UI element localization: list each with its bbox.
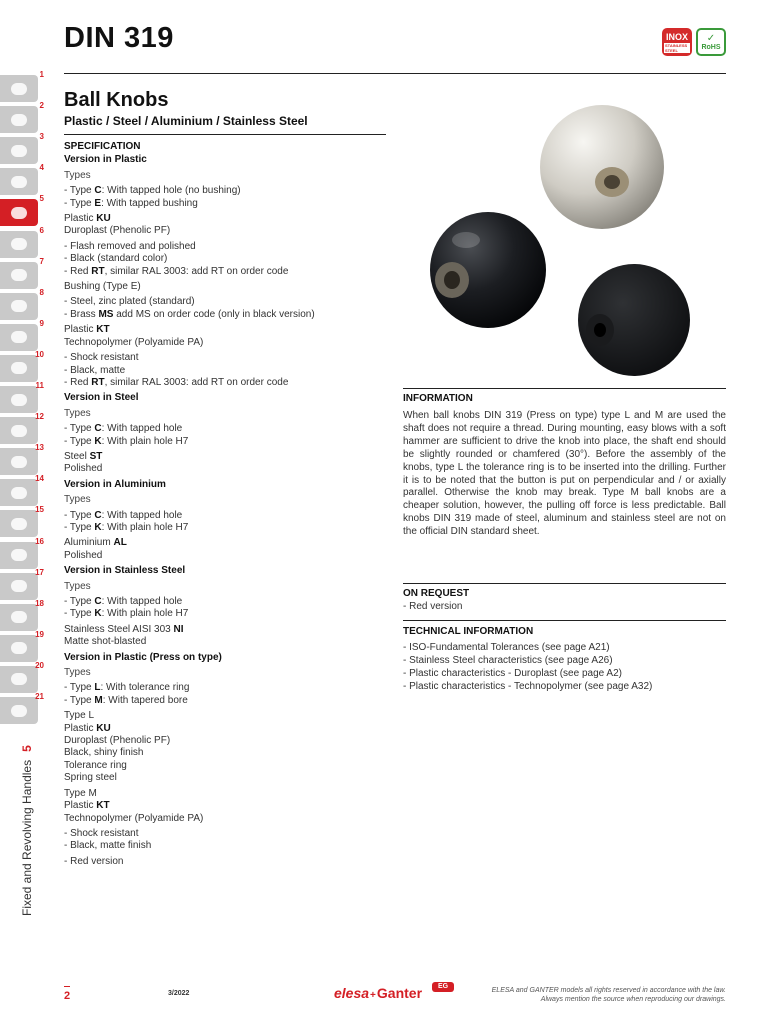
chapter-tab-number: 13 xyxy=(35,443,44,453)
information-divider xyxy=(403,388,726,389)
chapter-tab-number: 9 xyxy=(39,318,44,328)
black-glossy-knob xyxy=(430,212,546,328)
press-heading: Version in Plastic (Press on type) xyxy=(64,651,222,663)
legal-line: Always mention the source when reproducing our drawings. xyxy=(540,996,726,1003)
press-type-l-label: Type L xyxy=(64,710,95,722)
technical-item: - Stainless Steel characteristics (see page A26) xyxy=(403,654,613,666)
chapter-tab-icon xyxy=(0,635,38,662)
chapter-tab-number: 15 xyxy=(35,505,44,515)
on-request-item: - Red version xyxy=(403,601,463,612)
chapter-tab-number: 17 xyxy=(35,567,44,577)
bushing-item: - Steel, zinc plated (standard) xyxy=(64,296,195,308)
chapter-tab-18[interactable] xyxy=(0,598,44,632)
chapter-tab-icon xyxy=(0,573,38,600)
logo-plus: + xyxy=(370,990,376,1001)
steel-heading: Version in Steel xyxy=(64,392,139,404)
title-divider xyxy=(64,134,386,135)
inox-badge-label: INOX xyxy=(665,31,688,42)
chapter-tab-11[interactable] xyxy=(0,381,44,414)
plastic-kt-label: Plastic KT xyxy=(64,324,110,336)
logo-tag: EG xyxy=(432,982,454,992)
stainless-knob xyxy=(540,105,664,229)
brand-logo xyxy=(334,985,422,1001)
press-l-line: Tolerance ring xyxy=(64,759,127,771)
chapter-tab-icon xyxy=(0,697,38,724)
chapter-tab-number: 1 xyxy=(39,70,44,79)
plastic-ku-item: - Black (standard color) xyxy=(64,253,168,265)
chapter-tab-icon xyxy=(0,324,38,351)
chapter-tab-4[interactable] xyxy=(0,163,44,196)
bushing-brass: - Brass MS add MS on order code (only in black version) xyxy=(64,308,315,320)
chapter-label-text: Fixed and Revolving Handles xyxy=(20,759,34,916)
chapter-tab-7[interactable] xyxy=(0,256,44,290)
steel-finish: Polished xyxy=(64,463,103,475)
document-title: DIN 319 xyxy=(64,22,174,54)
chapter-tab-number: 3 xyxy=(39,132,44,142)
chapter-tab-icon xyxy=(0,293,38,320)
technical-heading: TECHNICAL INFORMATION xyxy=(403,626,534,637)
press-m-kt-label: Plastic KT xyxy=(64,800,110,812)
press-m-material: Technopolymer (Polyamide PA) xyxy=(64,812,204,824)
chapter-tab-number: 14 xyxy=(35,474,44,484)
logo-ganter: Ganter xyxy=(376,985,423,1001)
inox-badge xyxy=(662,28,692,56)
information-heading: INFORMATION xyxy=(403,393,473,404)
product-photo xyxy=(402,90,726,380)
aluminium-al-label: Aluminium AL xyxy=(64,537,127,549)
stainless-types-label: Types xyxy=(64,580,91,592)
plastic-ku-red: - Red RT, similar RAL 3003: add RT on order code xyxy=(64,265,289,277)
chapter-tab-icon xyxy=(0,168,38,195)
press-m-item: - Black, matte finish xyxy=(64,840,152,852)
steel-type-c: - Type C: With tapped hole xyxy=(64,423,183,435)
press-l-ku-label: Plastic KU xyxy=(64,722,111,734)
plastic-kt-item: - Shock resistant xyxy=(64,352,139,364)
chapter-tab-icon xyxy=(0,604,38,631)
chapter-tab-1[interactable] xyxy=(0,70,44,103)
chapter-tab-number: 8 xyxy=(39,287,44,297)
chapter-tab-10[interactable] xyxy=(0,349,44,383)
chapter-tab-icon xyxy=(0,510,38,537)
chapter-label xyxy=(20,745,34,916)
chapter-tab-number: 7 xyxy=(39,256,44,266)
chapter-tab-15[interactable] xyxy=(0,505,44,538)
steel-types-label: Types xyxy=(64,407,91,419)
plastic-kt-item: - Black, matte xyxy=(64,364,126,376)
chapter-tab-icon xyxy=(0,137,38,164)
footer-accent-line xyxy=(64,986,70,987)
on-request-divider xyxy=(403,583,726,584)
plastic-kt-material: Technopolymer (Polyamide PA) xyxy=(64,336,204,348)
bushing-label: Bushing (Type E) xyxy=(64,281,141,293)
press-m-red: - Red version xyxy=(64,855,124,867)
aluminium-type-c: - Type C: With tapped hole xyxy=(64,509,183,521)
rohs-badge-label: RoHS xyxy=(701,43,721,51)
press-type-m: - Type M: With tapered bore xyxy=(64,694,188,706)
chapter-tab-number: 18 xyxy=(35,598,44,608)
plastic-type-e: - Type E: With tapped bushing xyxy=(64,197,198,209)
stainless-type-k: - Type K: With plain hole H7 xyxy=(64,608,189,620)
press-type-m-label: Type M xyxy=(64,787,97,799)
stainless-finish: Matte shot-blasted xyxy=(64,636,147,648)
stainless-ni-label: Stainless Steel AISI 303 NI xyxy=(64,623,184,635)
chapter-tab-9[interactable] xyxy=(0,318,44,352)
plastic-types-label: Types xyxy=(64,169,91,181)
chapter-tab-3[interactable] xyxy=(0,132,44,165)
chapter-tab-2[interactable] xyxy=(0,101,44,134)
press-l-line: Black, shiny finish xyxy=(64,747,144,759)
chapter-tab-icon xyxy=(0,106,38,133)
specification-heading: SPECIFICATION xyxy=(64,141,141,152)
chapter-tab-number: 11 xyxy=(35,381,44,390)
chapter-tab-19[interactable] xyxy=(0,629,44,663)
chapter-tab-icon xyxy=(0,666,38,693)
chapter-tab-number: 10 xyxy=(35,349,44,359)
steel-type-k: - Type K: With plain hole H7 xyxy=(64,435,189,447)
plastic-ku-label: Plastic KU xyxy=(64,213,111,225)
chapter-tab-17[interactable] xyxy=(0,567,44,601)
chapter-tab-icon xyxy=(0,448,38,475)
chapter-tab-14[interactable] xyxy=(0,474,44,507)
aluminium-finish: Polished xyxy=(64,549,103,561)
legal-notice xyxy=(456,986,726,1004)
press-type-l: - Type L: With tolerance ring xyxy=(64,682,190,694)
plastic-type-c: - Type C: With tapped hole (no bushing) xyxy=(64,185,241,197)
aluminium-types-label: Types xyxy=(64,494,91,506)
chapter-tab-13[interactable] xyxy=(0,443,44,476)
aluminium-type-k: - Type K: With plain hole H7 xyxy=(64,521,189,533)
stainless-heading: Version in Stainless Steel xyxy=(64,565,186,577)
chapter-tab-icon xyxy=(0,542,38,569)
steel-st-label: Steel ST xyxy=(64,450,103,462)
rohs-badge xyxy=(696,28,726,56)
aluminium-heading: Version in Aluminium xyxy=(64,478,166,490)
stainless-type-c: - Type C: With tapped hole xyxy=(64,596,183,607)
technical-item: - Plastic characteristics - Technopolymer (see page A32) xyxy=(403,680,653,692)
plastic-heading: Version in Plastic xyxy=(64,154,147,166)
technical-divider xyxy=(403,620,726,621)
chapter-tab-icon xyxy=(0,417,38,444)
chapter-tab-number: 19 xyxy=(35,629,44,639)
chapter-label-number: 5 xyxy=(20,745,34,752)
information-body: When ball knobs DIN 319 (Press on type) type L and M are used the shaft does not require a thread. During mounting, easy blows with a soft hammer are sufficient to drive the knob into place, the shaft end should be slightly rounded or chamfered (30°). Before the assembly of the knobs, type L the tolerance ring is to be inserted into the drilling. Further it is to be noted that the button is put on perpendicular and / or axially parallel. Otherwise the knob may break. Type M ball knobs are a cheaper solution, however, the pulling off force is less predictable. Ball knobs DIN 319 made of steel, aluminum and stainless steel are not on the official DIN standard sheet. xyxy=(403,410,726,538)
plastic-ku-item: - Flash removed and polished xyxy=(64,240,196,252)
chapter-tab-8[interactable] xyxy=(0,287,44,321)
chapter-tab-number: 6 xyxy=(39,225,44,235)
chapter-tab-icon xyxy=(0,262,38,289)
chapter-tab-icon xyxy=(0,386,38,413)
chapter-tab-number: 20 xyxy=(35,660,44,670)
checkmark-icon: ✓ xyxy=(706,32,716,44)
on-request-heading: ON REQUEST xyxy=(403,588,470,599)
chapter-tab-icon xyxy=(0,199,38,226)
plastic-ku-material: Duroplast (Phenolic PF) xyxy=(64,225,171,237)
chapter-tab-6[interactable] xyxy=(0,225,44,259)
black-matte-knob xyxy=(578,264,690,376)
technical-item: - Plastic characteristics - Duroplast (see page A2) xyxy=(403,667,622,679)
technical-item: - ISO-Fundamental Tolerances (see page A21) xyxy=(403,642,610,653)
press-m-item: - Shock resistant xyxy=(64,827,139,839)
chapter-tab-number: 5 xyxy=(39,194,44,204)
product-subtitle: Plastic / Steel / Aluminium / Stainless Steel xyxy=(64,114,308,128)
logo-elesa: elesa xyxy=(334,985,370,1001)
certification-badges xyxy=(662,28,726,56)
chapter-tab-icon xyxy=(0,479,38,506)
chapter-tab-5[interactable] xyxy=(0,194,44,227)
press-l-line: Duroplast (Phenolic PF) xyxy=(64,735,171,747)
specification-section xyxy=(64,140,386,868)
page-number: 2 xyxy=(64,990,71,1002)
chapter-tab-number: 16 xyxy=(35,536,44,546)
product-title: Ball Knobs xyxy=(64,89,169,111)
chapter-tab-icon xyxy=(0,355,38,382)
edition-date: 3/2022 xyxy=(168,990,190,997)
header-divider xyxy=(64,73,726,74)
chapter-tab-20[interactable] xyxy=(0,660,44,694)
technical-list xyxy=(403,642,726,694)
chapter-tab-21[interactable] xyxy=(0,692,44,725)
chapter-tab-number: 4 xyxy=(39,163,44,173)
chapter-tab-icon xyxy=(0,231,38,258)
inox-badge-sublabel: STAINLESS STEEL xyxy=(664,43,690,53)
legal-line: ELESA and GANTER models all rights reserved in accordance with the law. xyxy=(491,987,726,994)
press-types-label: Types xyxy=(64,667,91,679)
chapter-tab-icon xyxy=(0,75,38,102)
chapter-tab-16[interactable] xyxy=(0,536,44,570)
plastic-kt-red: - Red RT, similar RAL 3003: add RT on order code xyxy=(64,376,289,388)
chapter-tab-number: 12 xyxy=(35,412,44,422)
chapter-tab-number: 2 xyxy=(39,101,44,111)
chapter-tab-number: 21 xyxy=(35,692,44,701)
press-l-line: Spring steel xyxy=(64,772,117,784)
chapter-tab-12[interactable] xyxy=(0,412,44,445)
